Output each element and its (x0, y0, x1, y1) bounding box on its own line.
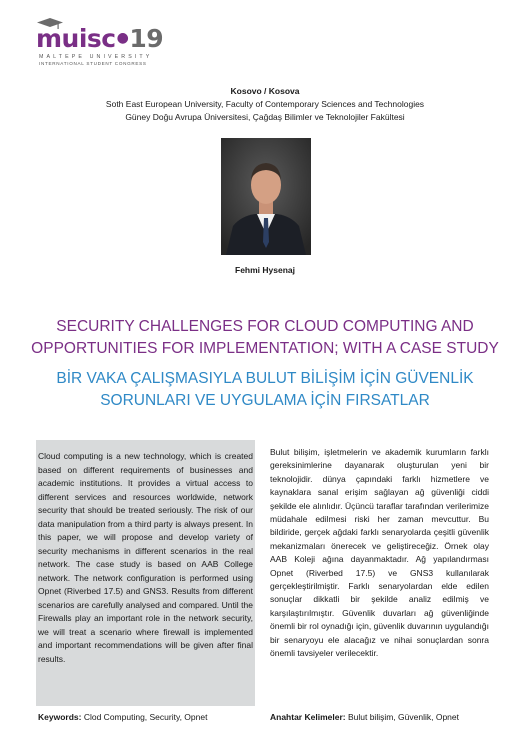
keywords-label-tr: Anahtar Kelimeler: (270, 712, 346, 722)
keywords-label: Keywords: (38, 712, 82, 722)
congress-logo (36, 18, 176, 66)
affiliation-english: Soth East European University, Faculty of Contemporary Sciences and Technologies (105, 99, 425, 109)
keywords-turkish (270, 712, 459, 722)
country-heading: Kosovo / Kosova (230, 86, 300, 96)
title-english-line-2: OPPORTUNITIES FOR IMPLEMENTATION; WITH A CASE STUDY (31, 340, 499, 357)
keywords-english (38, 712, 207, 722)
title-turkish-line-2: SORUNLARI VE UYGULAMA İÇİN FIRSATLAR (100, 392, 430, 409)
title-turkish-line-1: BİR VAKA ÇALIŞMASIYLA BULUT BİLİŞİM İÇİN GÜVENLİK (56, 370, 474, 387)
logo-congress-name: INTERNATIONAL STUDENT CONGRESS (39, 61, 147, 66)
keywords-value-tr: Bulut bilişim, Güvenlik, Opnet (347, 712, 459, 722)
author-name: Fehmi Hysenaj (235, 265, 295, 275)
logo-wordmark: muisc●19 (36, 24, 164, 53)
author-photo (221, 138, 311, 255)
abstract-turkish: Bulut bilişim, işletmelerin ve akademik kurumların farklı gereksinimlerine dayanarak oluşturulan yeni bir teknolojidir. dünya çapındaki farklı hizmetlere ve kaynaklara sanal erişim sağlayan ağ güvenliği ciddi şekilde ele alınlıdır. Üçüncü taraflar tarafından verilerimize müdahale edilmesi riski her zaman mevcuttur. Bu bildiride, gerçek ağdaki farklı senaryolarda çeşitli güvenlik mekanizmaları önerecek ve geliştireceğiz. Örnek olay AAB Koleji ağına dayanmaktadır. Ağ yapılandırması Opnet (Riverbed 17.5) ve GNS3 kullanılarak gerçekleştirilmiştir. Farklı senaryolardan elde edilen sonuçlar dikkatli bir şekilde analiz edilmiş ve karşılaştırılmıştır. Güvenlik duvarları ağ güvenliğinde önemli bir rol oynadığı için, güvenlik duvarının uygulandığı bir senaryoyu ele alacağız ve nihai sonuçlardan sonra önemli tavsiyeler verilecektir. (270, 447, 489, 659)
keywords-value: Clod Computing, Security, Opnet (83, 712, 208, 722)
title-english-line-1: SECURITY CHALLENGES FOR CLOUD COMPUTING AND (56, 318, 474, 335)
abstract-english: Cloud computing is a new technology, which is created based on different requirements of businesses and academic institutions. It provides a virtual access to different services and resources worldwide, network security that should be treated seriously. The risk of our data manipulation from a third party is always present. In this paper, we will propose and develop variety of security mechanisms in different scenarios in the real network. The case study is based on AAB College network. The network configuration is performed using Opnet (Riverbed 17.5) and GNS3. Results from different scenarios are carefully analysed and compared. Until the Firewalls play an important role in the network security, we will treat a scenario where firewall is implemented and important recommendations will be given after final results. (38, 451, 253, 664)
logo-university-name: MALTEPE UNIVERSITY (39, 54, 153, 60)
affiliation-turkish: Güney Doğu Avrupa Üniversitesi, Çağdaş Bilimler ve Teknolojiler Fakültesi (125, 112, 405, 122)
